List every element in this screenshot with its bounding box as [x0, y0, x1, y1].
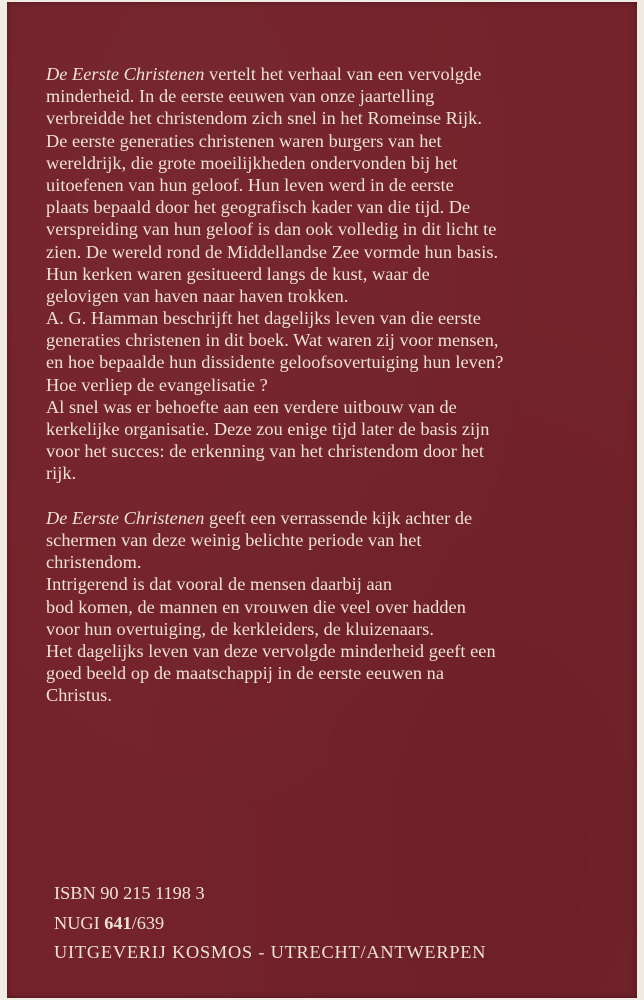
- cover-panel: [7, 2, 637, 998]
- blurb-line: christendom.: [46, 552, 142, 573]
- blurb-text: [46, 63, 503, 706]
- blurb-line: Hoe verliep de evangelisatie ?: [46, 374, 268, 395]
- blurb-line: zien. De wereld rond de Middellandse Zee vormde hun basis.: [46, 241, 499, 262]
- blurb-line: generaties christenen in dit boek. Wat waren zij voor mensen,: [46, 330, 499, 351]
- blurb-line: kerkelijke organisatie. Deze zou enige tijd later de basis zijn: [46, 419, 490, 439]
- book-title-italic: De Eerste Christenen: [46, 64, 205, 84]
- blurb-line: bod komen, de mannen en vrouwen die veel over hadden: [46, 596, 466, 617]
- publisher-name: UITGEVERIJ KOSMOS - UTRECHT/ANTWERPEN: [54, 942, 487, 962]
- blurb-line: Hun kerken waren gesitueerd langs de kust, waar de: [46, 263, 430, 284]
- blurb-line: Al snel was er behoefte aan een verdere uitbouw van de: [46, 396, 457, 417]
- blurb-line: De Eerste Christenen vertelt het verhaal van een vervolgde: [46, 64, 482, 84]
- blurb-line: voor het succes: de erkenning van het christendom door het: [46, 441, 484, 462]
- blurb-line: uitoefenen van hun geloof. Hun leven werd in de eerste: [46, 174, 454, 195]
- imprint-block: [54, 879, 486, 968]
- blurb-line: voor hun overtuiging, de kerkleiders, de kluizenaars.: [46, 618, 434, 639]
- isbn-number: ISBN 90 215 1198 3: [54, 883, 205, 903]
- blurb-line: schermen van deze weinig belichte periode van het: [46, 529, 422, 550]
- blurb-line: verspreiding van hun geloof is dan ook volledig in dit licht te: [46, 219, 497, 240]
- blurb-line: wereldrijk, die grote moeilijkheden ondervonden bij het: [46, 152, 458, 173]
- blurb-line: Intrigerend is dat vooral de mensen daarbij aan: [46, 574, 393, 595]
- blurb-line: A. G. Hamman beschrijft het dagelijks leven van die eerste: [46, 308, 481, 329]
- blurb-line: De Eerste Christenen geeft een verrassende kijk achter de: [46, 507, 473, 528]
- book-title-italic: De Eerste Christenen: [46, 507, 205, 528]
- blurb-line: goed beeld op de maatschappij in de eerste eeuwen na: [46, 663, 445, 684]
- blurb-line: Het dagelijks leven van deze vervolgde minderheid geeft een: [46, 640, 496, 661]
- blurb-line: De eerste generaties christenen waren burgers van het: [46, 130, 442, 151]
- blurb-line: gelovigen van haven naar haven trokken.: [46, 285, 349, 306]
- blurb-line: minderheid. In de eerste eeuwen van onze jaartelling: [46, 86, 435, 107]
- blurb-line: en hoe bepaalde hun dissidente geloofsovertuiging hun leven?: [46, 352, 504, 373]
- blurb-line: verbreidde het christendom zich snel in het Romeinse Rijk.: [46, 108, 482, 129]
- blurb-line: Christus.: [46, 685, 112, 706]
- blurb-line: plaats bepaald door het geografisch kader van die tijd. De: [46, 197, 471, 218]
- paragraph-gap: [46, 485, 503, 507]
- blurb-line: rijk.: [46, 463, 77, 484]
- nugi-code: NUGI 641/639: [54, 912, 165, 933]
